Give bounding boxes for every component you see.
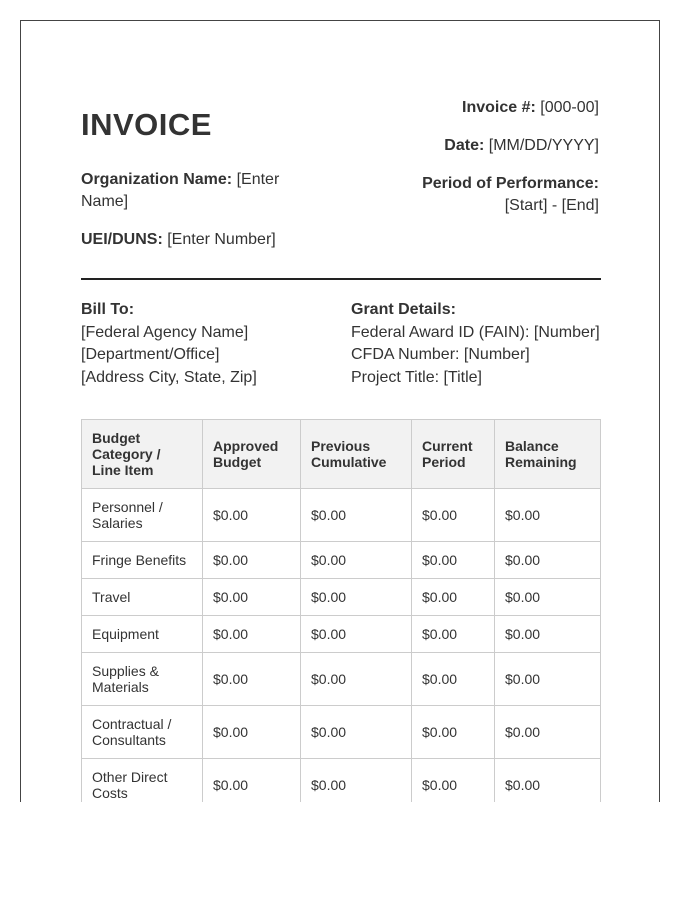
table-cell: $0.00 — [301, 706, 412, 759]
table-cell: $0.00 — [203, 706, 301, 759]
table-row — [82, 579, 601, 616]
table-cell: $0.00 — [412, 759, 495, 803]
table-cell: $0.00 — [495, 579, 601, 616]
table-cell: $0.00 — [412, 489, 495, 542]
invoice-number-label: Invoice #: — [462, 99, 536, 116]
table-cell: Supplies & Materials — [82, 653, 203, 706]
table-cell: Personnel / Salaries — [82, 489, 203, 542]
table-row — [82, 759, 601, 803]
period-of-performance — [349, 173, 599, 217]
invoice-date — [349, 135, 599, 157]
table-cell: $0.00 — [301, 489, 412, 542]
table-cell: $0.00 — [495, 653, 601, 706]
table-cell: Equipment — [82, 616, 203, 653]
invoice-page — [20, 20, 660, 802]
table-cell: Contractual / Consultants — [82, 706, 203, 759]
organization-name — [81, 169, 311, 213]
invoice-date-value: [MM/DD/YYYY] — [484, 137, 599, 154]
table-row — [82, 489, 601, 542]
table-cell: $0.00 — [412, 542, 495, 579]
uei-duns — [81, 229, 311, 251]
uei-duns-label: UEI/DUNS: — [81, 231, 163, 248]
column-header: Current Period — [412, 420, 495, 489]
organization-name-label: Organization Name: — [81, 171, 233, 188]
bill-to-line: [Address City, State, Zip] — [81, 368, 257, 386]
table-cell: $0.00 — [203, 489, 301, 542]
table-row — [82, 542, 601, 579]
table-cell: Other Direct Costs — [82, 759, 203, 803]
organization-name-value: [Enter Name] — [81, 171, 280, 210]
invoice-title: INVOICE — [81, 107, 212, 142]
table-cell: $0.00 — [495, 489, 601, 542]
grant-details-line: CFDA Number: [Number] — [351, 346, 530, 363]
table-cell: $0.00 — [412, 706, 495, 759]
invoice-date-label: Date: — [444, 137, 485, 154]
bill-to-line: [Department/Office] — [81, 346, 220, 363]
invoice-number-value: [000-00] — [535, 99, 599, 116]
period-label: Period of Performance: — [422, 175, 599, 192]
table-cell: $0.00 — [495, 759, 601, 803]
column-header: Previous Cumulative — [301, 420, 412, 489]
column-header: Budget Category / Line Item — [82, 420, 203, 489]
table-cell: $0.00 — [412, 579, 495, 616]
bill-to-heading: Bill To: — [81, 301, 135, 318]
table-header-row — [82, 420, 601, 489]
bill-to-line: [Federal Agency Name] — [81, 323, 249, 341]
table-cell: $0.00 — [301, 653, 412, 706]
organization-info — [81, 169, 311, 267]
grant-details-heading: Grant Details: — [351, 301, 456, 318]
bill-to-block — [81, 299, 331, 389]
table-cell: $0.00 — [495, 616, 601, 653]
table-row — [82, 653, 601, 706]
table-cell: $0.00 — [301, 579, 412, 616]
table-cell: $0.00 — [203, 616, 301, 653]
table-cell: $0.00 — [203, 759, 301, 803]
period-value: [Start] - [End] — [504, 197, 599, 214]
table-row — [82, 706, 601, 759]
uei-duns-value: [Enter Number] — [162, 231, 276, 248]
grant-details-line: Project Title: [Title] — [351, 368, 482, 386]
budget-table — [81, 419, 601, 802]
header-divider — [81, 278, 601, 280]
table-cell: $0.00 — [412, 616, 495, 653]
table-cell: Travel — [82, 579, 203, 616]
grant-details-line: Federal Award ID (FAIN): [Number] — [351, 323, 600, 341]
table-cell: Fringe Benefits — [82, 542, 203, 579]
invoice-number — [349, 97, 599, 119]
table-cell: $0.00 — [301, 542, 412, 579]
table-cell: $0.00 — [495, 706, 601, 759]
table-cell: $0.00 — [301, 616, 412, 653]
grant-details-block — [351, 299, 611, 389]
table-row — [82, 616, 601, 653]
column-header: Approved Budget — [203, 420, 301, 489]
column-header: Balance Remaining — [495, 420, 601, 489]
table-cell: $0.00 — [301, 759, 412, 803]
table-cell: $0.00 — [203, 542, 301, 579]
table-cell: $0.00 — [203, 579, 301, 616]
invoice-meta — [349, 97, 599, 233]
table-cell: $0.00 — [203, 653, 301, 706]
table-cell: $0.00 — [495, 542, 601, 579]
table-cell: $0.00 — [412, 653, 495, 706]
